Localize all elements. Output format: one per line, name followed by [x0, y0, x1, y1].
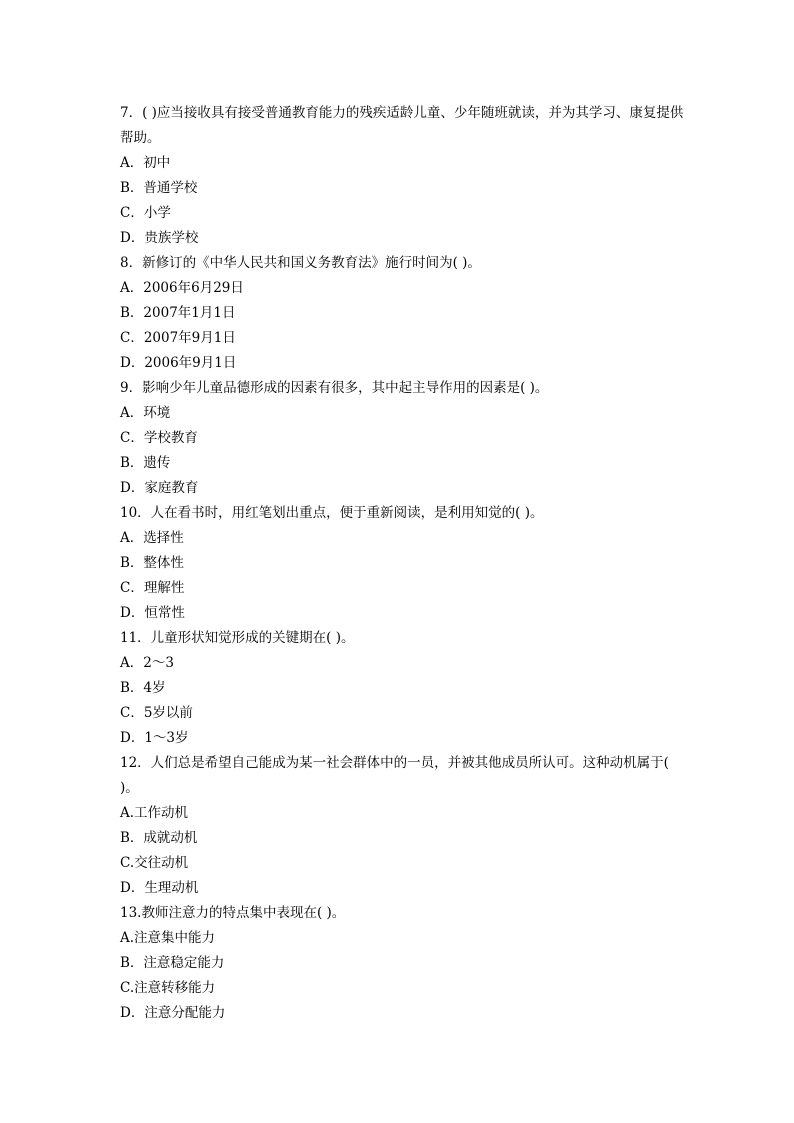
option-d: D．注意分配能力	[120, 1005, 226, 1021]
option-c: C．理解性	[120, 580, 185, 596]
option-d: D．2006年9月1日	[120, 355, 237, 371]
question-stem: 9．影响少年儿童品德形成的因素有很多，其中起主导作用的因素是( )。	[120, 380, 549, 396]
option-d: D．生理动机	[120, 880, 199, 896]
option-b: B．遗传	[120, 455, 171, 471]
question-block	[120, 626, 690, 751]
option-d: D．1～3岁	[120, 730, 189, 746]
option-a: A．2006年6月29日	[120, 280, 244, 296]
option-b: B．整体性	[120, 555, 184, 571]
question-stem: 11．儿童形状知觉形成的关键期在( )。	[120, 630, 355, 646]
question-block	[120, 901, 690, 1026]
option-b: B．2007年1月1日	[120, 305, 236, 321]
option-a: A.工作动机	[120, 805, 189, 821]
option-d: D．贵族学校	[120, 230, 199, 246]
document-body	[120, 101, 690, 1026]
option-b: B．注意稳定能力	[120, 955, 225, 971]
question-block	[120, 376, 690, 501]
option-a: A.注意集中能力	[120, 930, 216, 946]
option-b: B．普通学校	[120, 180, 198, 196]
option-a: A．初中	[120, 155, 171, 171]
option-c: C.交往动机	[120, 855, 189, 871]
option-a: A．选择性	[120, 530, 184, 546]
question-block	[120, 251, 690, 376]
question-block	[120, 751, 690, 901]
question-stem: 7．( )应当接收具有接受普通教育能力的残疾适龄儿童、少年随班就读，并为其学习、康复提供帮助。	[120, 105, 684, 146]
question-stem: 13.教师注意力的特点集中表现在( )。	[120, 905, 346, 921]
option-d: D．家庭教育	[120, 480, 199, 496]
question-stem: 12．人们总是希望自己能成为某一社会群体中的一员，并被其他成员所认可。这种动机属于( )。	[120, 755, 669, 796]
option-d: D．恒常性	[120, 605, 185, 621]
question-stem: 8．新修订的《中华人民共和国义务教育法》施行时间为( )。	[120, 255, 481, 271]
option-c: C．2007年9月1日	[120, 330, 236, 346]
option-c: C．小学	[120, 205, 171, 221]
question-block	[120, 501, 690, 626]
question-stem: 10．人在看书时，用红笔划出重点，便于重新阅读，是利用知觉的( )。	[120, 505, 544, 521]
option-b: B．成就动机	[120, 830, 198, 846]
option-a: A．2～3	[120, 655, 174, 671]
option-c: C．5岁以前	[120, 705, 193, 721]
option-c: C．学校教育	[120, 430, 198, 446]
option-a: A．环境	[120, 405, 171, 421]
option-c: C.注意转移能力	[120, 980, 216, 996]
option-b: B．4岁	[120, 680, 166, 696]
question-block	[120, 101, 690, 251]
